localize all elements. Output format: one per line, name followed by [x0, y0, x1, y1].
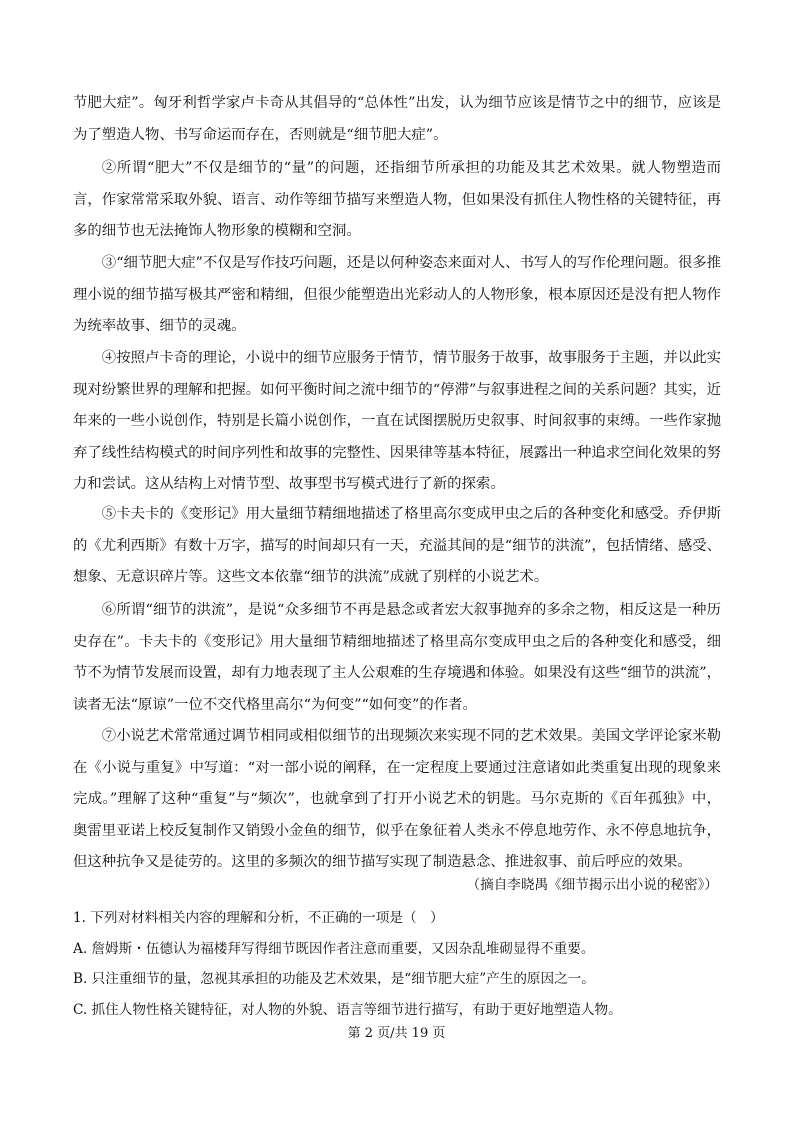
- option-c: C. 抓住人物性格关键特征，对人物的外貌、语言等细节进行描写，有助于更好地塑造人物。: [73, 1002, 622, 1018]
- paragraph-5: ⑤卡夫卡的《变形记》用大量细节精细地描述了格里高尔变成甲虫之后的各种变化和感受。乔伊斯的《尤利西斯》有数十万字，描写的时间却只有一天，充溢其间的是“细节的洪流”，包括情绪、感受、想象、无意识碎片等。这些文本依靠“细节的洪流”成就了别样的小说艺术。: [73, 506, 721, 586]
- paragraph-4: ④按照卢卡奇的理论，小说中的细节应服务于情节，情节服务于故事，故事服务于主题，并以此实现对纷繁世界的理解和把握。如何平衡时间之流中细节的“停滞”与叙事进程之间的关系问题？其实，近年来的一些小说创作，特别是长篇小说创作，一直在试图摆脱历史叙事、时间叙事的束缚。一些作家抛弃了线性结构模式的时间序列性和故事的完整性、因果律等基本特征，展露出一种追求空间化效果的努力和尝试。这从结构上对情节型、故事型书写模式进行了新的探索。: [73, 350, 721, 493]
- option-b: B. 只注重细节的量，忽视其承担的功能及艺术效果，是“细节肥大症”产生的原因之一。: [73, 971, 595, 987]
- question-stem: 1. 下列对材料相关内容的理解和分析，不正确的一项是（ ）: [73, 910, 444, 926]
- paragraph-6: ⑥所谓“细节的洪流”，是说“众多细节不再是悬念或者宏大叙事抛弃的多余之物，相反这是一种历史存在”。卡夫卡的《变形记》用大量细节精细地描述了格里高尔变成甲虫之后的各种变化和感受，细节不为情节发展而设置，却有力地表现了主人公艰难的生存境遇和体验。如果没有这些“细节的洪流”，读者无法“原谅”一位不交代格里高尔“为何变”“如何变”的作者。: [73, 602, 721, 713]
- paragraph-3: ③“细节肥大症”不仅是写作技巧问题，还是以何种姿态来面对人、书写人的写作伦理问题。很多推理小说的细节描写极其严密和精细，但很少能塑造出光彩动人的人物形象，根本原因还是没有把人物作为统率故事、细节的灵魂。: [73, 255, 721, 335]
- paragraph-2: ②所谓“肥大”不仅是细节的“量”的问题，还指细节所承担的功能及其艺术效果。就人物塑造而言，作家常常采取外貌、语言、动作等细节描写来塑造人物，但如果没有抓住人物性格的关键特征，再多的细节也无法掩饰人物形象的模糊和空洞。: [73, 160, 721, 240]
- option-a: A. 詹姆斯・伍德认为福楼拜写得细节既因作者注意而重要，又因杂乱堆砌显得不重要。: [73, 941, 595, 957]
- paragraph-continued: 节肥大症”。匈牙利哲学家卢卡奇从其倡导的“总体性”出发，认为细节应该是情节之中的细节，应该是为了塑造人物、书写命运而存在，否则就是“细节肥大症”。: [73, 95, 721, 143]
- page-footer: 第 2 页/共 19 页: [347, 1026, 446, 1041]
- paragraph-7: ⑦小说艺术常常通过调节相同或相似细节的出现频次来实现不同的艺术效果。美国文学评论家米勒在《小说与重复》中写道：“对一部小说的阐释，在一定程度上要通过注意诸如此类重复出现的现象来完成。”理解了这种“重复”与“频次”，也就拿到了打开小说艺术的钥匙。马尔克斯的《百年孤独》中，奥雷里亚诺上校反复制作又销毁小金鱼的细节，似乎在象征着人类永不停息地劳作、永不停息地抗争，但这种抗争又是徒劳的。这里的多频次的细节描写实现了制造悬念、推进叙事、前后呼应的效果。: [73, 728, 721, 871]
- source-citation: （摘自李晓禺《细节揭示出小说的秘密》）: [466, 877, 718, 893]
